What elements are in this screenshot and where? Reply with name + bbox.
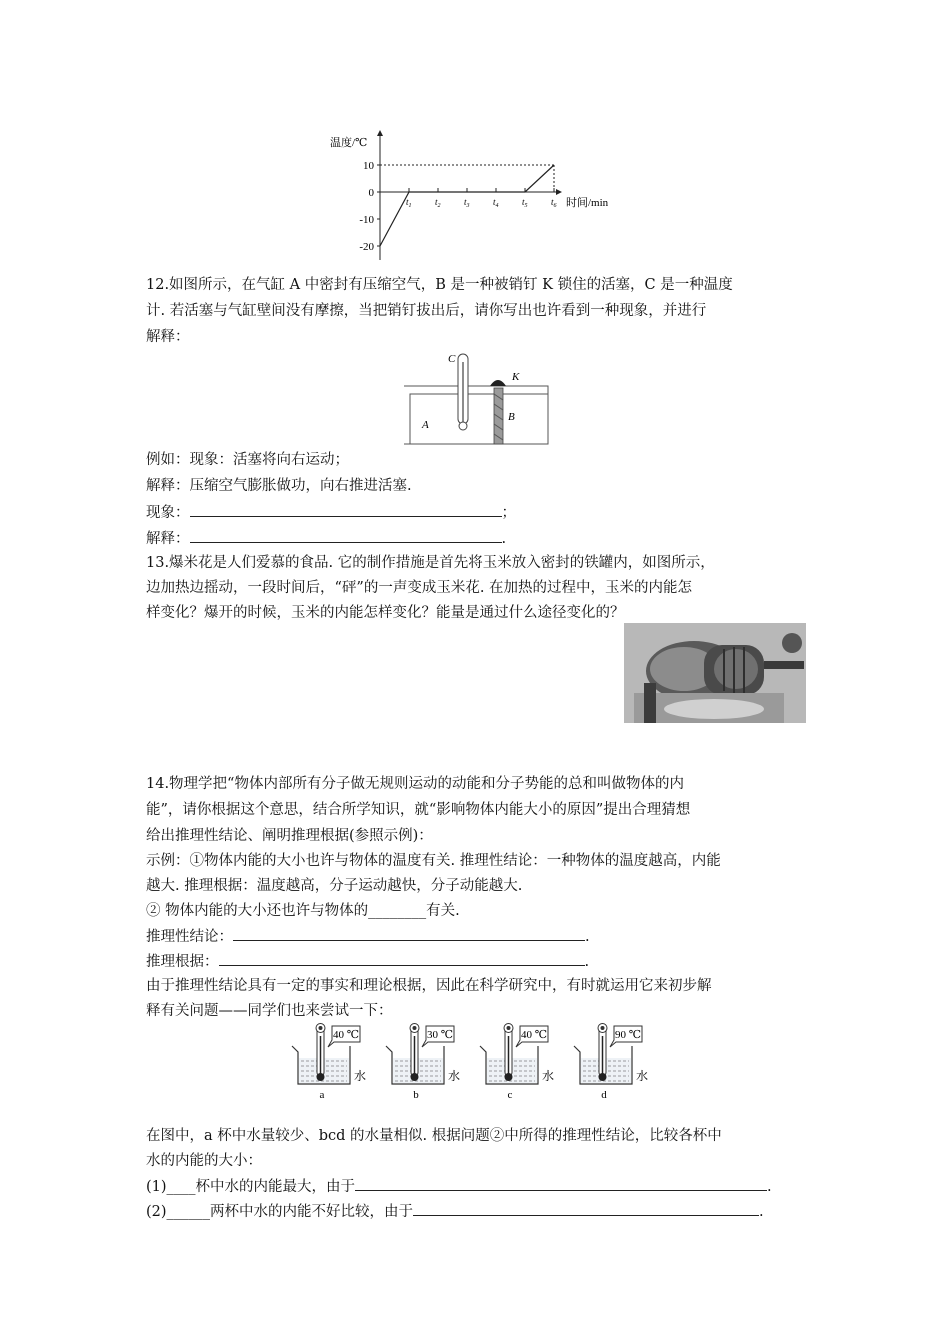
- graph-ylabel: 温度/℃: [330, 137, 368, 149]
- q12-line-1: 12.如图所示，在气缸 A 中密封有压缩空气，B 是一种被销钉 K 锁住的活塞，C 是一种温度: [146, 277, 733, 293]
- beaker-label: b: [413, 1089, 419, 1101]
- water-label: 水: [354, 1069, 367, 1083]
- q14-example-line-2: 越大. 推理根据：温度越高，分子运动越快，分子动能越大.: [146, 878, 523, 894]
- pin-k: [490, 380, 506, 386]
- q14-sub1-end: .: [767, 1179, 772, 1195]
- q14-sub2-pre: (2): [146, 1204, 167, 1220]
- piston: [494, 388, 503, 444]
- cylinder-outer: [402, 386, 548, 444]
- thermometer-top-dot: [413, 1026, 417, 1030]
- beaker-label: a: [319, 1089, 325, 1101]
- q14-sub2-mid: 两杯中水的内能不好比较，由于: [210, 1204, 414, 1220]
- q12-phenomenon-label: 现象：: [146, 505, 190, 521]
- graph-ytick-label: 0: [368, 187, 374, 199]
- q14-compare-1: 在图中，a 杯中水量较少、bcd 的水量相似. 根据问题②中所得的推理性结论，比较各杯中: [146, 1128, 722, 1144]
- label-b: B: [508, 411, 515, 423]
- beaker-label: d: [601, 1089, 607, 1101]
- q12-explanation-label: 解释：: [146, 531, 190, 547]
- thermometer-bulb: [317, 1073, 325, 1081]
- thermometer-top-dot: [601, 1026, 605, 1030]
- q13-line-1: 13.爆米花是人们爱慕的食品. 它的制作措施是首先将玉米放入密封的铁罐内，如图所示，: [146, 555, 715, 571]
- q14-sub-2: [146, 1201, 764, 1222]
- popcorn-machine-photo: [624, 623, 806, 723]
- q14-basis-row: [146, 951, 589, 972]
- q12-explanation-answer[interactable]: [190, 528, 502, 543]
- q14-item2-blank[interactable]: ________: [368, 903, 427, 919]
- q14-basis-label: 推理根据：: [146, 954, 219, 970]
- thermometer-bulb: [411, 1073, 419, 1081]
- label-k: K: [512, 371, 520, 383]
- label-a: A: [422, 419, 429, 431]
- temperature-label: 30 ℃: [426, 1029, 454, 1041]
- temperature-label: 40 ℃: [332, 1029, 360, 1041]
- water-label: 水: [636, 1069, 649, 1083]
- graph-ytick-label: -10: [359, 214, 374, 226]
- q14-conclusion-end: .: [585, 929, 590, 945]
- q14-conclusion-label: 推理性结论：: [146, 929, 233, 945]
- temperature-label: 90 ℃: [614, 1029, 642, 1041]
- q14-basis-answer[interactable]: [219, 951, 585, 966]
- graph-xtick-label: $t_5$: [522, 197, 528, 209]
- q14-conclusion-row: [146, 926, 590, 947]
- temperature-time-graph: [320, 128, 630, 268]
- q14-sub-1: [146, 1176, 772, 1197]
- q14-item2-post: 有关.: [426, 903, 460, 919]
- q12-phenomenon-end: ；: [501, 505, 516, 521]
- beaker-b: [386, 1024, 460, 1102]
- thermometer-bulb: [505, 1073, 513, 1081]
- beakers-figure: [288, 1022, 668, 1122]
- q14-item-2: [146, 901, 460, 921]
- q12-explanation-end: .: [501, 531, 507, 547]
- q14-compare-2: 水的内能的大小：: [146, 1153, 262, 1169]
- label-c: C: [448, 353, 456, 365]
- q12-line-3: 解释：: [146, 329, 190, 345]
- water-label: 水: [448, 1069, 461, 1083]
- q12-example-phenomenon: 例如：现象：活塞将向右运动；: [146, 452, 349, 468]
- cylinder-piston-figure: [400, 348, 550, 446]
- q14-sub2-answer[interactable]: [413, 1201, 759, 1216]
- q14-line-3: 给出推理性结论、阐明推理根据(参照示例)：: [146, 828, 433, 844]
- beaker-label: c: [507, 1089, 513, 1101]
- graph-xtick-label: $t_6$: [551, 197, 557, 209]
- q14-line-2: 能”，请你根据这个意思，结合所学知识，就“影响物体内能大小的原因”提出合理猜想: [146, 802, 691, 818]
- beaker-c: [480, 1024, 554, 1102]
- q12-phenomenon-answer[interactable]: [190, 502, 502, 517]
- q14-conclusion-answer[interactable]: [233, 926, 585, 941]
- q12-explanation-row: [146, 528, 506, 549]
- q13-line-2: 边加热边摇动，一段时间后，“砰”的一声变成玉米花. 在加热的过程中，玉米的内能怎: [146, 580, 693, 596]
- thermometer: [458, 354, 468, 430]
- graph-xtick-label: $t_4$: [493, 197, 499, 209]
- q14-line-1: 14.物理学把“物体内部所有分子做无规则运动的动能和分子势能的总和叫做物体的内: [146, 776, 684, 792]
- q14-sub2-end: .: [759, 1204, 764, 1220]
- q12-phenomenon-row: [146, 502, 516, 523]
- graph-xtick-label: $t_2$: [435, 197, 441, 209]
- temperature-label: 40 ℃: [520, 1029, 548, 1041]
- q14-sub1-blank[interactable]: ____: [166, 1179, 196, 1195]
- q14-example-line-1: 示例：①物体内能的大小也许与物体的温度有关. 推理性结论：一种物体的温度越高，内能: [146, 853, 721, 869]
- graph-xlabel: 时间/min: [566, 197, 609, 209]
- beaker-d: [574, 1024, 648, 1102]
- q14-item2-pre: ② 物体内能的大小还也许与物体的: [146, 903, 369, 919]
- q14-transition-1: 由于推理性结论具有一定的事实和理论根据，因此在科学研究中，有时就运用它来初步解: [146, 978, 712, 994]
- q14-sub1-mid: 杯中水的内能最大，由于: [195, 1179, 356, 1195]
- q14-sub2-blank[interactable]: ______: [166, 1204, 211, 1220]
- beaker-a: [292, 1024, 366, 1102]
- q14-sub1-answer[interactable]: [355, 1176, 767, 1191]
- graph-ytick-label: -20: [359, 241, 374, 253]
- q14-transition-2: 释有关问题——同学们也来尝试一下：: [146, 1003, 393, 1019]
- q14-sub1-pre: (1): [146, 1179, 167, 1195]
- popcorn-machine-drawing: [624, 623, 806, 723]
- graph-x-arrow: [556, 189, 562, 195]
- graph-ytick-label: 10: [363, 160, 374, 172]
- thermometer-top-dot: [507, 1026, 511, 1030]
- thermometer-bulb: [599, 1073, 607, 1081]
- graph-xtick-label: $t_1$: [406, 197, 412, 209]
- q13-line-3: 样变化？爆开的时候，玉米的内能怎样变化？能量是通过什么途径变化的？: [146, 605, 625, 621]
- graph-xtick-label: $t_3$: [464, 197, 470, 209]
- q14-basis-end: .: [584, 954, 590, 970]
- q12-line-2: 计. 若活塞与气缸壁间没有摩擦，当把销钉拔出后，请你写出也许看到一种现象，并进行: [146, 303, 707, 319]
- thermometer-top-dot: [319, 1026, 323, 1030]
- q12-example-explanation: 解释：压缩空气膨胀做功，向右推进活塞.: [146, 478, 412, 494]
- graph-y-arrow: [377, 130, 383, 136]
- water-label: 水: [542, 1069, 555, 1083]
